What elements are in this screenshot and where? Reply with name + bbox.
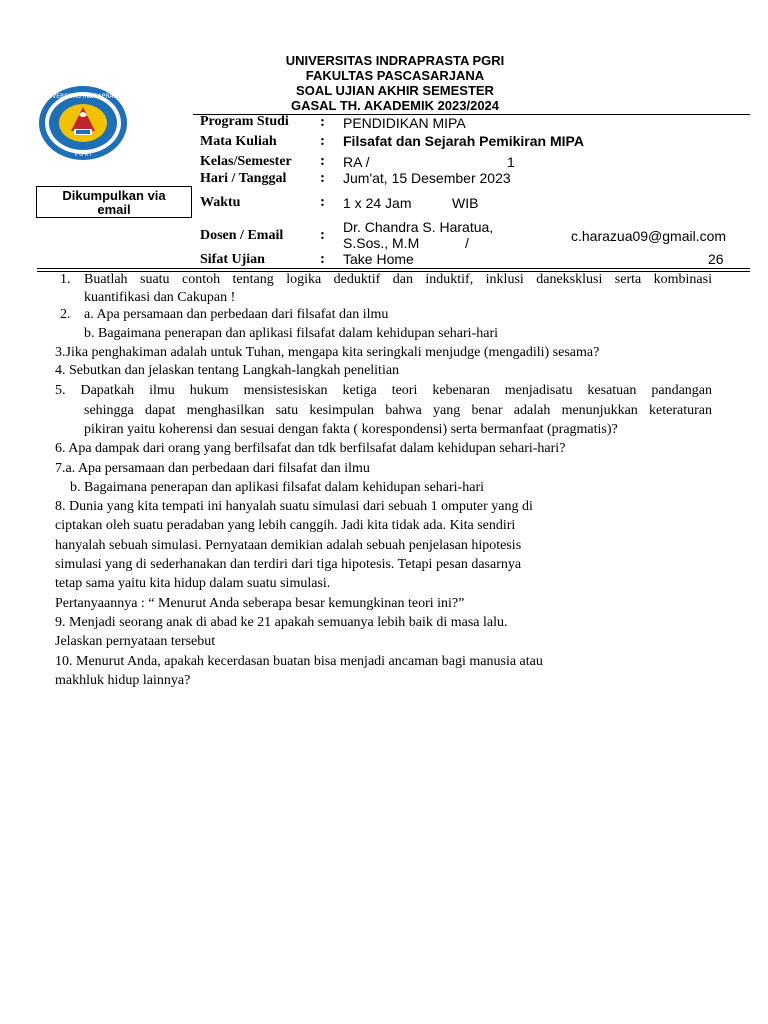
class-colon: : [320, 153, 325, 169]
university-logo [38, 85, 128, 161]
q10-line1: 10. Menurut Anda, apakah kecerdasan buatan bisa menjadi ancaman bagi manusia atau [55, 654, 543, 669]
lecturer-name-line1: Dr. Chandra S. Haratua, [343, 219, 494, 235]
q1-line1: Buatlah suatu contoh tentang logika deduktif dan induktif, inklusi daneksklusi serta kombinasi [84, 272, 712, 287]
q3: 3.Jika penghakiman adalah untuk Tuhan, mengapa kita seringkali menjudge (mengadili) sesama? [55, 345, 600, 360]
q6: 6. Apa dampak dari orang yang berfilsafat dan tdk berfilsafat dalam kehidupan sehari-hari? [55, 441, 566, 456]
university-name: UNIVERSITAS INDRAPRASTA PGRI [285, 53, 505, 68]
lecturer-colon: : [320, 227, 325, 243]
submit-box-line2: email [97, 202, 131, 217]
course-colon: : [320, 133, 325, 149]
course-label: Mata Kuliah [200, 134, 277, 149]
program-label: Program Studi [200, 114, 289, 129]
exam-number: 26 [708, 251, 724, 267]
lecturer-slash: / [465, 235, 469, 251]
q2-part-b: b. Bagaimana penerapan dan aplikasi filsafat dalam kehidupan sehari-hari [84, 326, 498, 341]
q8-line6: Pertanyaannya : “ Menurut Anda seberapa besar kemungkinan teori ini?” [55, 596, 465, 611]
q10-line2: makhluk hidup lainnya? [55, 673, 191, 688]
q1-line2: kuantifikasi dan Cakupan ! [84, 290, 236, 305]
q8-line2: ciptakan oleh suatu peradaban yang lebih canggih. Jadi kita tidak ada. Kita sendiri [55, 518, 516, 533]
lecturer-label: Dosen / Email [200, 228, 284, 243]
exam-type-value: Take Home [343, 251, 414, 267]
time-colon: : [320, 194, 325, 210]
logo-text-top: UNIVERSITAS INDRAPRASTA [41, 93, 125, 100]
q8-line3: hanyalah sebuah simulasi. Pernyataan demikian adalah sebuah penjelasan hipotesis [55, 538, 522, 553]
submit-box-line1: Dikumpulkan via [62, 188, 166, 203]
q9-line2: Jelaskan pernyataan tersebut [55, 634, 216, 649]
time-value: 1 x 24 Jam [343, 195, 412, 211]
q9-line1: 9. Menjadi seorang anak di abad ke 21 apakah semuanya lebih baik di masa lalu. [55, 615, 508, 630]
program-colon: : [320, 114, 325, 130]
time-zone: WIB [452, 195, 479, 211]
q4: 4. Sebutkan dan jelaskan tentang Langkah-langkah penelitian [55, 363, 400, 378]
exam-type-colon: : [320, 251, 325, 267]
exam-type-label: Sifat Ujian [200, 252, 265, 267]
semester-value: 1 [507, 154, 515, 170]
q2-part-a: a. Apa persamaan dan perbedaan dari filsafat dan ilmu [84, 307, 389, 322]
q8-line1: 8. Dunia yang kita tempati ini hanyalah suatu simulasi dari sebuah 1 omputer yang di [55, 499, 533, 514]
q2-number: 2. [60, 307, 71, 322]
class-label: Kelas/Semester [200, 154, 292, 169]
course-value: Filsafat dan Sejarah Pemikiran MIPA [343, 133, 584, 149]
date-colon: : [320, 170, 325, 186]
date-value: Jum'at, 15 Desember 2023 [343, 170, 511, 186]
faculty-name: FAKULTAS PASCASARJANA [305, 68, 485, 83]
q5-line2: sehingga dapat menghasilkan satu kesimpulan bahwa yang benar adalah menunjukkan keteraturan [84, 403, 712, 418]
q7-part-a: 7.a. Apa persamaan dan perbedaan dari filsafat dan ilmu [55, 461, 370, 476]
lecturer-email: c.harazua09@gmail.com [571, 228, 727, 244]
q8-line5: tetap sama yaitu kita hidup dalam suatu simulasi. [55, 576, 331, 591]
q5-line3: pikiran yaitu koherensi dan sesuai dengan fakta ( korespondensi) serta bermanfaat (pragmatis)? [84, 422, 618, 437]
divider-rule-top [37, 268, 750, 269]
q7-part-b: b. Bagaimana penerapan dan aplikasi filsafat dalam kehidupan sehari-hari [70, 480, 484, 495]
time-label: Waktu [200, 195, 241, 210]
class-value: RA / [343, 154, 370, 170]
q1-number: 1. [60, 272, 71, 287]
date-label: Hari / Tanggal [200, 171, 287, 186]
q8-line4: simulasi yang di sederhanakan dan terdiri dari tiga hipotesis. Tetapi pesan dasarnya [55, 557, 522, 572]
academic-year: GASAL TH. AKADEMIK 2023/2024 [290, 98, 500, 113]
q5-line1: 5. Dapatkah ilmu hukum mensistesiskan ketiga teori kebenaran menjadisatu kesatuan pandangan [55, 383, 712, 398]
exam-title: SOAL UJIAN AKHIR SEMESTER [296, 83, 494, 98]
submit-via-email-box [36, 186, 192, 218]
logo-text-bottom: P G R I [74, 152, 92, 158]
program-value: PENDIDIKAN MIPA [343, 115, 466, 131]
lecturer-name-line2: S.Sos., M.M [343, 235, 420, 251]
